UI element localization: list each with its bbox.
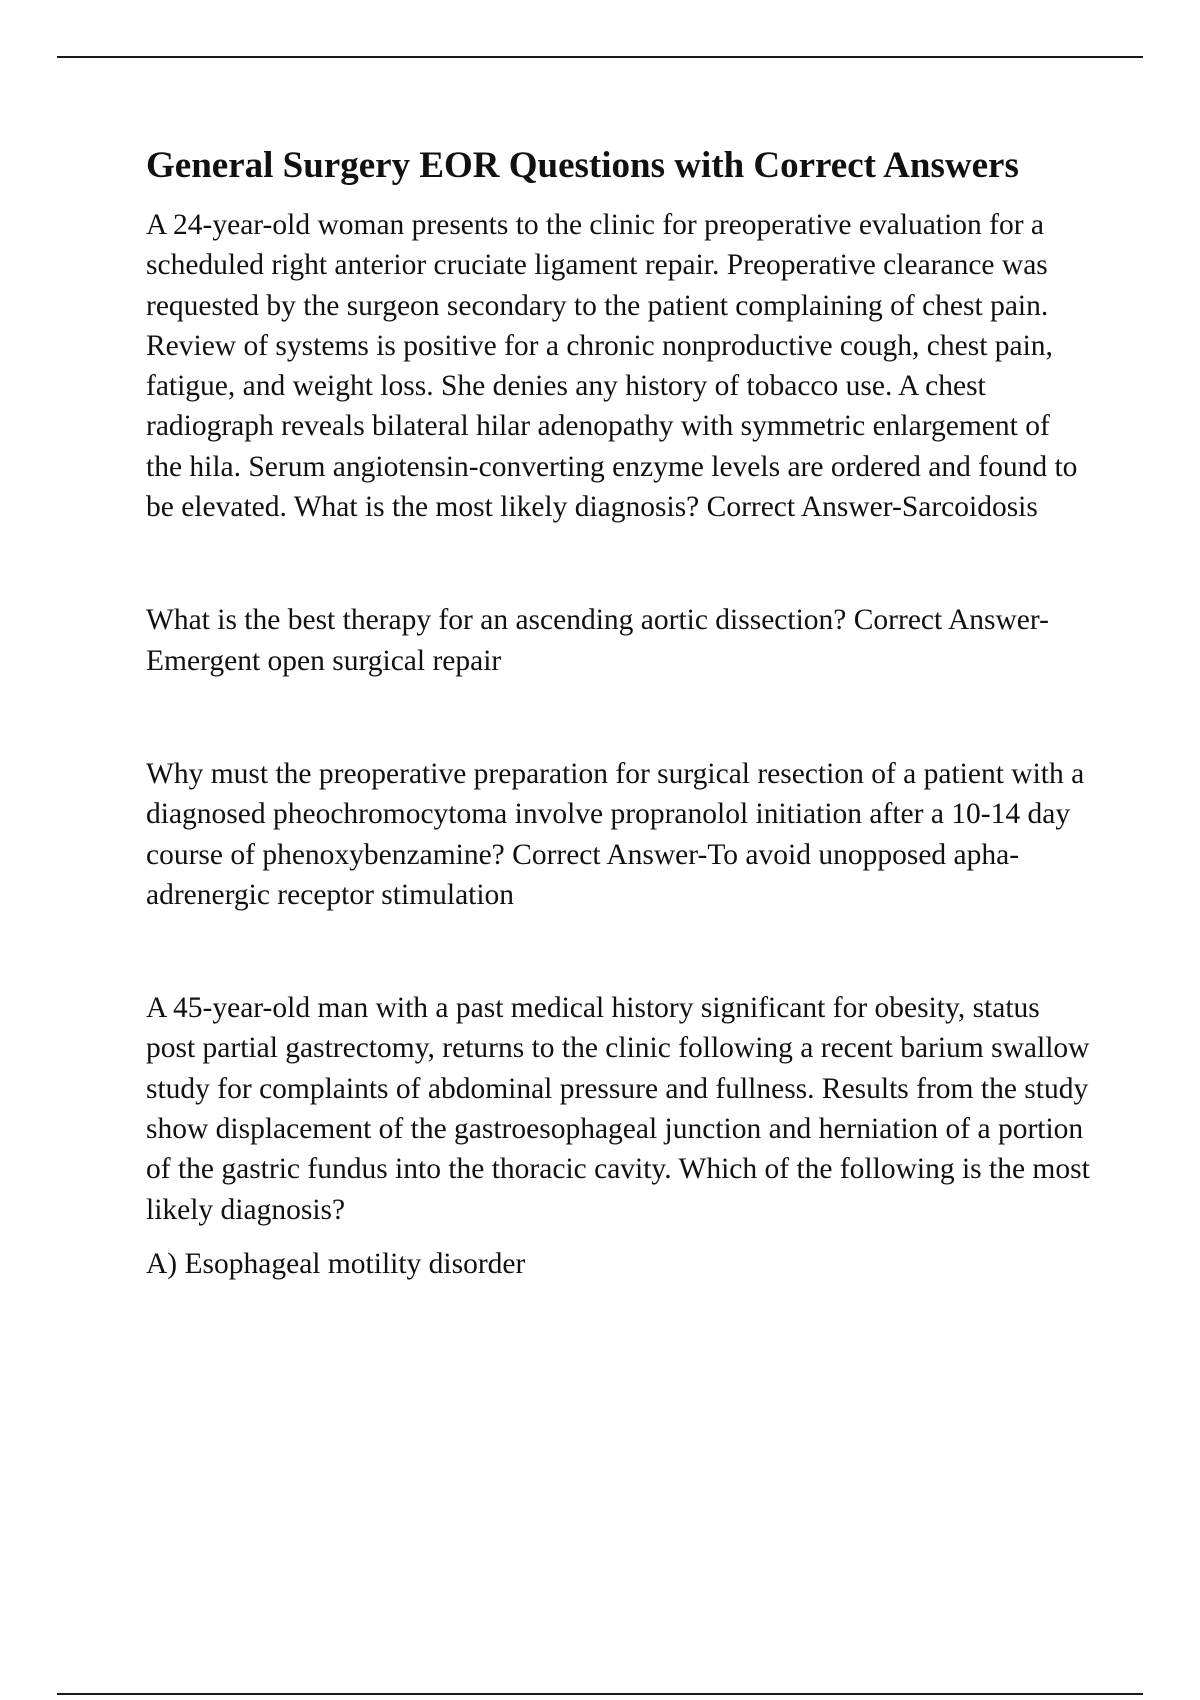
answer-option-a: A) Esophageal motility disorder	[146, 1247, 526, 1280]
document-title: General Surgery EOR Questions with Correct Answers	[146, 145, 1019, 186]
top-rule	[57, 56, 1143, 58]
question-1: A 24-year-old woman presents to the clinic for preoperative evaluation for a scheduled right anterior cruciate ligament repair. Preoperative clearance was requested by the surgeon secondary to the patient complaining of chest pain. Review of systems is positive for a chronic nonproductive cough, chest pain, fatigue, and weight loss. She denies any history of tobacco use. A chest radiograph reveals bilateral hilar adenopathy with symmetric enlargement of the hila. Serum angiotensin-converting enzyme levels are ordered and found to be elevated. What is the most likely diagnosis? Correct Answer-Sarcoidosis	[146, 209, 1078, 524]
question-2: What is the best therapy for an ascending aortic dissection? Correct Answer-Emergent open surgical repair	[146, 604, 1049, 677]
question-4: A 45-year-old man with a past medical history significant for obesity, status post partial gastrectomy, returns to the clinic following a recent barium swallow study for complaints of abdominal pressure and fullness. Results from the study show displacement of the gastroesophageal junction and herniation of a portion of the gastric fundus into the thoracic cavity. Which of the following is the most likely diagnosis?	[146, 992, 1090, 1226]
question-3: Why must the preoperative preparation for surgical resection of a patient with a diagnosed pheochromocytoma involve propranolol initiation after a 10-14 day course of phenoxybenzamine? Correct Answer-To avoid unopposed apha-adrenergic receptor stimulation	[146, 757, 1085, 911]
bottom-rule	[57, 1693, 1143, 1695]
document-body	[146, 140, 1091, 1284]
